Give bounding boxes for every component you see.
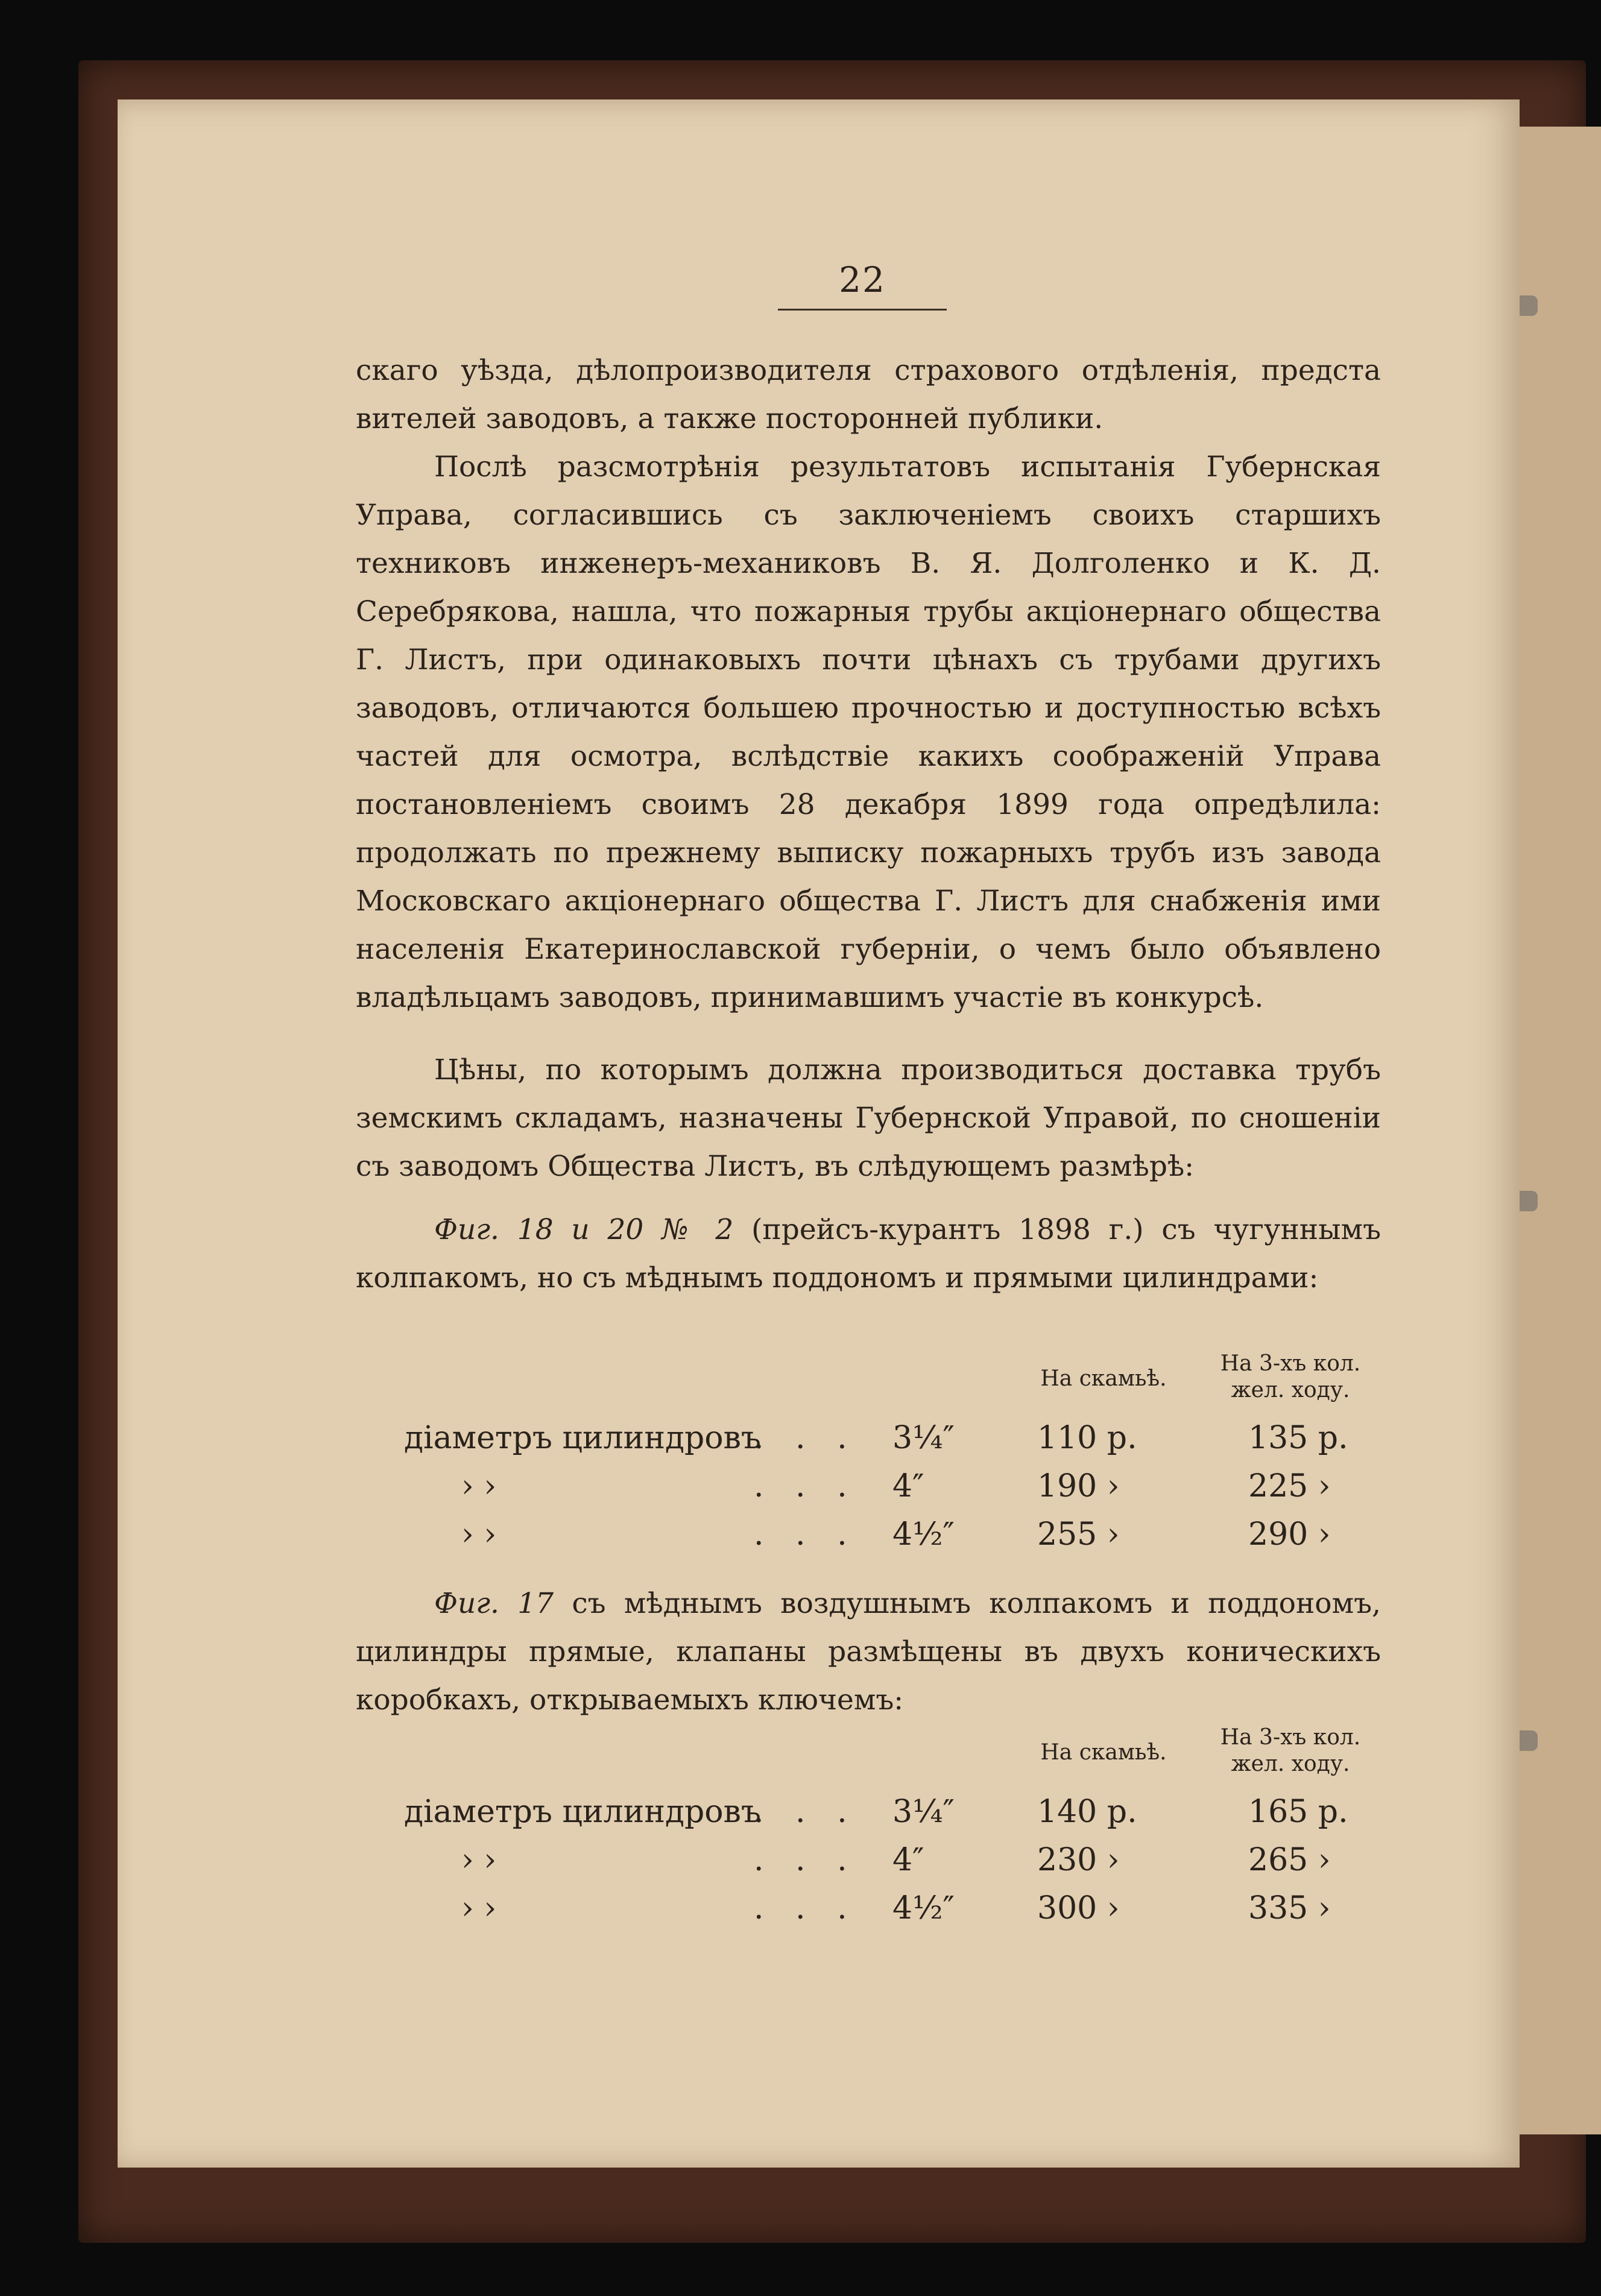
figure-label: Фиг. 17 — [434, 1587, 554, 1620]
row-price-bench: 190 › — [1037, 1468, 1120, 1504]
section-1-text: (прейсъ-курантъ 1898 г.) съ чугуннымъ колпакомъ, но съ мѣднымъ поддономъ и прямыми цилиндрами: — [356, 1213, 1381, 1295]
row-price-bench: 255 › — [1037, 1516, 1120, 1553]
figure-label: Фиг. 18 и 20 № 2 — [434, 1213, 734, 1246]
page-number: 22 — [839, 259, 886, 300]
header-bench: На скамьѣ. — [1040, 1366, 1167, 1391]
row-label: діаметръ цилиндровъ — [404, 1794, 761, 1830]
row-price-bench: 230 › — [1037, 1842, 1120, 1878]
table-row — [356, 1890, 1381, 1932]
row-dots: . . . — [754, 1842, 858, 1878]
row-size: 4″ — [892, 1468, 924, 1504]
row-label: › › — [461, 1890, 497, 1926]
row-price-wheels: 265 › — [1248, 1842, 1331, 1878]
row-price-wheels: 290 › — [1248, 1516, 1331, 1553]
header-wheels: На 3-хъ кол. жел. ходу. — [1220, 1725, 1361, 1776]
row-price-wheels: 135 р. — [1248, 1420, 1348, 1456]
row-price-wheels: 335 › — [1248, 1890, 1331, 1926]
table-row — [356, 1794, 1381, 1836]
row-size: 3¼″ — [892, 1420, 955, 1456]
page-number-rule — [778, 309, 947, 311]
row-label: › › — [461, 1842, 497, 1878]
header-wheels: На 3-хъ кол. жел. ходу. — [1220, 1351, 1361, 1402]
row-price-wheels: 165 р. — [1248, 1794, 1348, 1830]
table-row — [356, 1420, 1381, 1462]
next-page-edge — [1511, 127, 1601, 2134]
row-dots: . . . — [754, 1468, 858, 1504]
row-dots: . . . — [754, 1516, 858, 1553]
row-price-bench: 140 р. — [1037, 1794, 1137, 1830]
row-dots: . . . — [754, 1420, 858, 1456]
paragraph-3: Цѣны, по которымъ должна производиться доставка трубъ земскимъ складамъ, назначены Губернской Управой, по сношеніи съ заводомъ Общества Листъ, въ слѣдующемъ размѣрѣ: — [356, 1053, 1381, 1183]
row-price-bench: 300 › — [1037, 1890, 1120, 1926]
table-row — [356, 1468, 1381, 1510]
row-price-bench: 110 р. — [1037, 1420, 1137, 1456]
table-row — [356, 1516, 1381, 1559]
section-2-text: съ мѣднымъ воздушнымъ колпакомъ и поддономъ, цилиндры прямые, клапаны размѣщены въ двухъ коническихъ коробкахъ, открываемыхъ ключемъ: — [356, 1587, 1381, 1717]
row-dots: . . . — [754, 1890, 858, 1926]
section-1-intro — [356, 1206, 1381, 1302]
section-2-intro — [356, 1580, 1381, 1724]
row-price-wheels: 225 › — [1248, 1468, 1331, 1504]
row-size: 4″ — [892, 1842, 924, 1878]
row-dots: . . . — [754, 1794, 858, 1830]
paragraph-1: скаго уѣзда, дѣлопроизводителя страхового отдѣленія, предста вителей заводовъ, а также посторонней публики. — [356, 354, 1381, 435]
row-label: діаметръ цилиндровъ — [404, 1420, 761, 1456]
row-label: › › — [461, 1516, 497, 1553]
row-size: 3¼″ — [892, 1794, 955, 1830]
row-label: › › — [461, 1468, 497, 1504]
header-bench: На скамьѣ. — [1040, 1740, 1167, 1765]
table-row — [356, 1842, 1381, 1884]
paragraph-2: Послѣ разсмотрѣнія результатовъ испытанія Губернская Управа, согласившись съ заключеніемъ своихъ старшихъ техниковъ инженеръ-механиковъ В. Я. Долголенко и К. Д. Серебрякова, нашла, что пожарныя трубы акціонернаго общества Г. Листъ, при одинаковыхъ почти цѣнахъ съ трубами другихъ заводовъ, отличаются большею прочностью и доступностью всѣхъ частей для осмотра, вслѣдствіе какихъ соображеній Управа постановленіемъ своимъ 28 декабря 1899 года опредѣлила: продолжать по прежнему выписку пожарныхъ трубъ изъ завода Московскаго акціонернаго общества Г. Листъ для снабженія ими населенія Екатеринославской губерніи, о чемъ было объявлено владѣльцамъ заводовъ, принимавшимъ участіе въ конкурсѣ. — [356, 450, 1381, 1014]
row-size: 4½″ — [892, 1516, 955, 1553]
row-size: 4½″ — [892, 1890, 955, 1926]
